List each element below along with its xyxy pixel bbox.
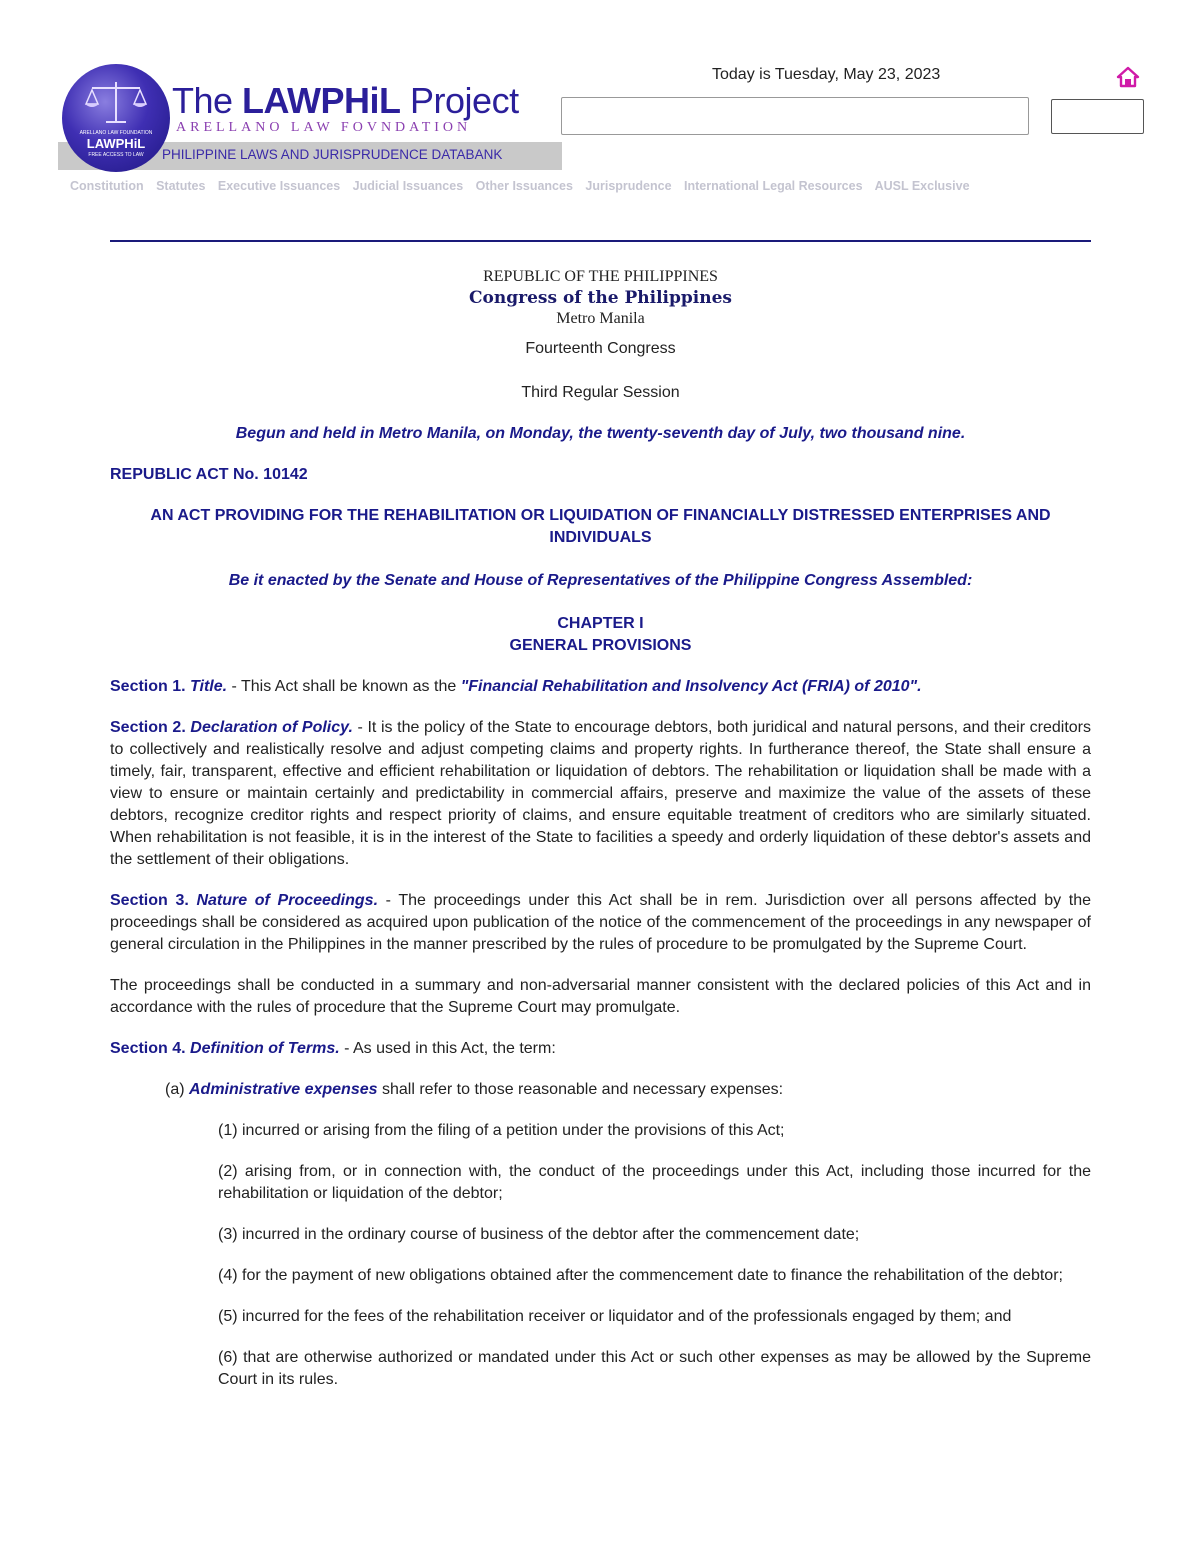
- definition-a-item-1: (1) incurred or arising from the filing of a petition under the provisions of this Act;: [218, 1122, 785, 1139]
- section-2: Section 2. Declaration of Policy. - It is the policy of the State to encourage debtors, both juridical and natural persons, and their creditors to collectively and realistically resolve and adjust competing claims and property rights. In furtherance thereof, the State shall ensure a timely, fair, transparent, effective and efficient rehabilitation or liquidation of debtors. The rehabilitation or liquidation shall be made with a view to ensure or maintain certainly and predictability in commercial affairs, preserve and maximize the value of the assets of these debtors, recognize creditor rights and respect priority of claims, and ensure equitable treatment of creditors who are similarly situated. When rehabilitation is not feasible, it is in the interest of the State to facilities a speedy and orderly liquidation of these debtor's assets and the settlement of their obligations.: [110, 719, 1092, 868]
- congress-number: Fourteenth Congress: [525, 340, 676, 357]
- republic-act-number: REPUBLIC ACT No. 10142: [110, 466, 308, 483]
- definition-a: (a) Administrative expenses shall refer to those reasonable and necessary expenses:: [165, 1081, 784, 1098]
- logo-subtitle: ARELLANO LAW FOVNDATION: [176, 120, 472, 135]
- lawphil-logo[interactable]: [58, 64, 562, 174]
- nav-executive-issuances[interactable]: Executive Issuances: [217, 179, 341, 193]
- nav-international-legal-resources[interactable]: International Legal Resources: [684, 179, 863, 193]
- definition-a-item-4: (4) for the payment of new obligations obtained after the commencement date to finance the rehabilitation of the debtor;: [218, 1267, 1063, 1284]
- header-divider: [110, 240, 1091, 242]
- logo-seal: [62, 64, 170, 172]
- nav-judicial-issuances[interactable]: Judicial Issuances: [352, 179, 464, 193]
- place-line: Metro Manila: [556, 310, 645, 327]
- home-icon[interactable]: [1116, 66, 1140, 88]
- search-input[interactable]: [561, 97, 1029, 135]
- chapter-title: GENERAL PROVISIONS: [509, 637, 692, 654]
- session-line: Third Regular Session: [521, 384, 680, 401]
- nav-ausl-exclusive[interactable]: AUSL Exclusive: [874, 179, 970, 193]
- seal-main-text: LAWPHiL: [86, 136, 146, 151]
- section-3: Section 3. Nature of Proceedings. - The proceedings under this Act shall be in rem. Jurisdiction over all persons affected by the proceedings shall be considered as acquired upon publication of the notice of the commencement of the proceedings in any newspaper of general circulation in the Philippines in the manner prescribed by the rules of procedure to be promulgated by the Supreme Court.: [110, 892, 1092, 953]
- nav-other-issuances[interactable]: Other Issuances: [475, 179, 573, 193]
- begun-line: Begun and held in Metro Manila, on Monday, the twenty-seventh day of July, two thousand nine.: [235, 425, 966, 442]
- site-header: [0, 0, 1200, 240]
- search-button[interactable]: [1051, 99, 1144, 134]
- definition-a-item-6: (6) that are otherwise authorized or mandated under this Act or such other expenses as may be allowed by the Supreme Court in its rules.: [218, 1349, 1091, 1388]
- logo-title: The LAWPHiL Project: [172, 80, 519, 121]
- act-title: AN ACT PROVIDING FOR THE REHABILITATION OR LIQUIDATION OF FINANCIALLY DISTRESSED ENTERPRISES AND INDIVIDUALS: [150, 507, 1051, 546]
- seal-bottom-text: FREE ACCESS TO LAW: [88, 152, 144, 158]
- logo-band-text: PHILIPPINE LAWS AND JURISPRUDENCE DATABANK: [162, 147, 503, 162]
- definition-a-item-5: (5) incurred for the fees of the rehabilitation receiver or liquidator and of the professionals engaged by them; and: [218, 1308, 1012, 1325]
- chapter-number: CHAPTER I: [557, 615, 644, 632]
- today-date: Today is Tuesday, May 23, 2023: [712, 66, 941, 83]
- nav-statutes[interactable]: Statutes: [156, 179, 206, 193]
- section-4: Section 4. Definition of Terms. - As used in this Act, the term:: [110, 1040, 556, 1057]
- nav-constitution[interactable]: Constitution: [70, 179, 144, 193]
- congress-line: Congress of the Philippines: [469, 288, 732, 308]
- scales-icon: [84, 78, 148, 126]
- law-document: [110, 262, 1091, 1391]
- section-1: Section 1. Title. - This Act shall be known as the "Financial Rehabilitation and Insolvency Act (FRIA) of 2010".: [110, 678, 922, 695]
- main-nav: [70, 179, 979, 193]
- definition-a-item-3: (3) incurred in the ordinary course of business of the debtor after the commencement date;: [218, 1226, 860, 1243]
- section-3-paragraph-2: The proceedings shall be conducted in a summary and non-adversarial manner consistent with the declared policies of this Act and in accordance with the rules of procedure that the Supreme Court may promulgate.: [110, 977, 1091, 1016]
- seal-top-text: ARELLANO LAW FOUNDATION: [79, 130, 153, 136]
- republic-line: REPUBLIC OF THE PHILIPPINES: [483, 268, 718, 285]
- nav-jurisprudence[interactable]: Jurisprudence: [585, 179, 672, 193]
- enacting-clause: Be it enacted by the Senate and House of Representatives of the Philippine Congress Assembled:: [228, 572, 973, 589]
- definition-a-item-2: (2) arising from, or in connection with, the conduct of the proceedings under this Act, including those incurred for the rehabilitation or liquidation of the debtor;: [218, 1163, 1091, 1202]
